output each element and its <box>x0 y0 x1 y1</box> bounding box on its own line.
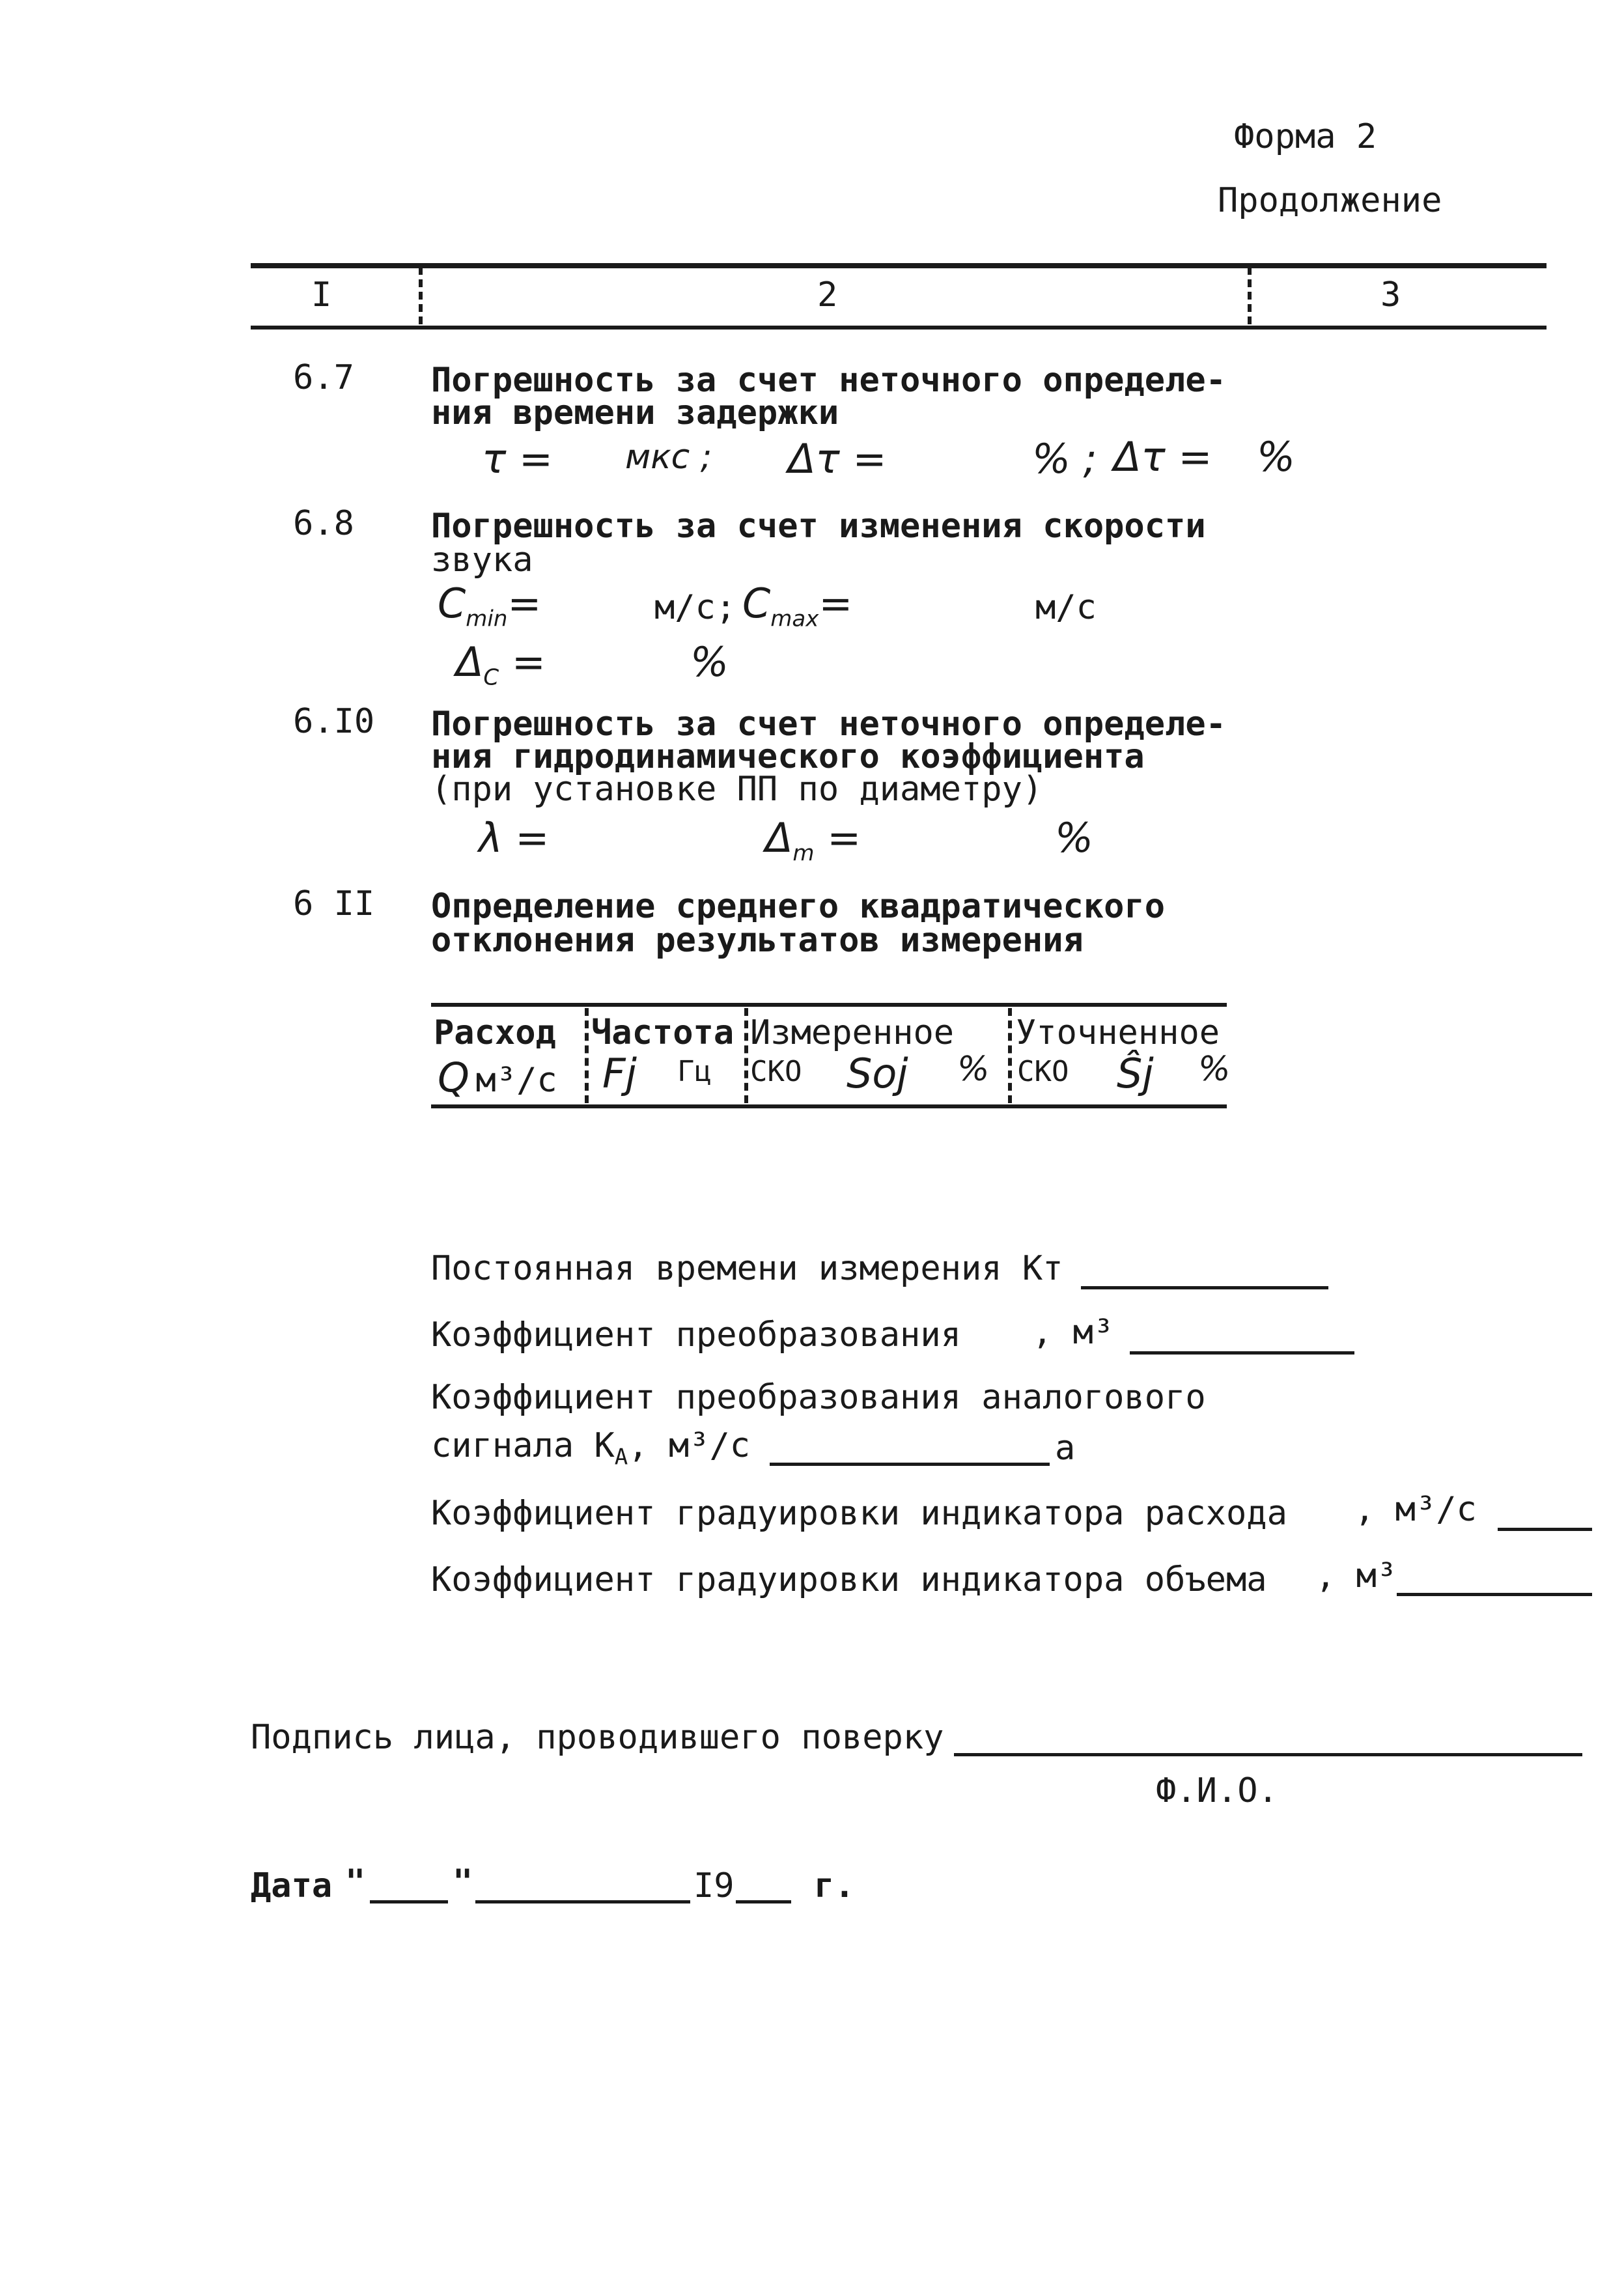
formula-delta-m: $\Delta_m$ = <box>765 814 861 867</box>
formula-tau: τ = <box>482 435 553 483</box>
subtable-bottom-rule <box>431 1104 1227 1108</box>
item-number: 6.I0 <box>293 702 375 741</box>
table-header-rule <box>251 326 1547 330</box>
formula-delta-c: $\Delta_C$ = <box>456 638 546 691</box>
column-divider-2 <box>1248 267 1252 324</box>
item-number: 6 II <box>293 884 375 923</box>
item-text: отклонения результатов измерения <box>431 921 1084 960</box>
item-text: звука <box>431 541 533 580</box>
formula-cmin: $C_{min}=$ <box>438 580 542 632</box>
subtable-divider <box>585 1008 589 1103</box>
field-label-conversion: Коэффициент преобразования <box>431 1315 961 1355</box>
continuation-label: Продолжение <box>1218 181 1442 220</box>
signature-caption: Ф.И.О. <box>1156 1771 1278 1810</box>
subtable-unit: Гц <box>677 1055 712 1088</box>
date-quote-open: " <box>345 1862 366 1902</box>
field-label-volume-indicator: Коэффициент градуировки индикатора объема <box>431 1560 1267 1599</box>
field-blank-analog[interactable] <box>770 1463 1050 1466</box>
item-text: Погрешность за счет изменения скорости <box>431 507 1206 546</box>
item-text: ния времени задержки <box>431 393 839 432</box>
subtable-header: Расход <box>434 1013 556 1052</box>
subtable-top-rule <box>431 1003 1227 1007</box>
form-label: Форма 2 <box>1234 117 1377 156</box>
date-month-blank[interactable] <box>475 1900 690 1903</box>
formula-pct: % <box>690 638 729 686</box>
field-unit: , м³ <box>1032 1313 1114 1352</box>
table-top-rule <box>251 263 1547 268</box>
formula-pct: % <box>1257 433 1295 481</box>
field-blank-flow-indicator[interactable] <box>1498 1528 1592 1531</box>
field-blank-volume-indicator[interactable] <box>1397 1593 1592 1596</box>
date-day-blank[interactable] <box>370 1900 448 1903</box>
field-unit: , м³ <box>1315 1556 1397 1595</box>
column-header-2: 2 <box>817 275 838 315</box>
subtable-symbol: Q м³/с <box>438 1054 557 1101</box>
formula-unit: мкс ; <box>625 438 712 477</box>
formula-unit: м/с <box>1035 588 1097 627</box>
item-text: Погрешность за счет неточного определе- <box>431 705 1226 744</box>
date-quote-close: " <box>453 1862 473 1902</box>
subtable-header: Уточненное <box>1016 1013 1220 1052</box>
formula-unit: м/с; <box>654 588 736 627</box>
date-label: Дата <box>251 1866 333 1905</box>
formula-pct: % <box>1055 814 1093 862</box>
item-number: 6.7 <box>293 358 354 397</box>
item-text: ния гидродинамического коэффициента <box>431 737 1145 776</box>
field-suffix: а <box>1055 1429 1076 1468</box>
formula-pct: % ; <box>1032 435 1097 483</box>
field-label-flow-indicator: Коэффициент градуировки индикатора расхода <box>431 1494 1287 1533</box>
column-header-3: 3 <box>1380 275 1401 315</box>
subtable-divider <box>744 1008 748 1103</box>
formula-lambda: λ = <box>479 814 550 862</box>
item-number: 6.8 <box>293 504 354 543</box>
date-year-suffix: г. <box>814 1866 855 1905</box>
formula-delta-t: Δτ = <box>1113 433 1212 481</box>
field-label-analog-2: сигнала $К_А$, м³/с <box>431 1426 751 1470</box>
subtable-prefix: СКО <box>1017 1055 1069 1088</box>
signature-line[interactable] <box>954 1753 1582 1756</box>
formula-cmax: $C_{max}=$ <box>742 580 853 632</box>
field-label-time-constant: Постоянная времени измерения Кт <box>431 1249 1063 1288</box>
item-text: Погрешность за счет неточного определе- <box>431 361 1226 400</box>
field-label-analog: Коэффициент преобразования аналогового <box>431 1378 1206 1417</box>
subtable-header: Частота <box>591 1013 735 1052</box>
subtable-divider <box>1008 1008 1012 1103</box>
column-header-1: I <box>311 275 332 315</box>
subtable-symbol: Soj <box>847 1050 908 1097</box>
column-divider-1 <box>419 267 423 324</box>
subtable-unit: % <box>957 1050 990 1089</box>
signature-label: Подпись лица, проводившего поверку <box>251 1718 944 1757</box>
subtable-symbol: Fj <box>602 1050 637 1097</box>
item-text: (при установке ПП по диаметру) <box>431 770 1043 809</box>
subtable-header: Измеренное <box>750 1013 955 1052</box>
item-text: Определение среднего квадратического <box>431 887 1166 926</box>
field-blank-time-constant[interactable] <box>1081 1286 1328 1289</box>
field-unit: , м³/с <box>1354 1490 1477 1529</box>
subtable-symbol: Ŝj <box>1117 1050 1154 1097</box>
subtable-prefix: СКО <box>750 1055 802 1088</box>
date-year-blank[interactable] <box>736 1900 791 1903</box>
field-blank-conversion[interactable] <box>1130 1351 1354 1355</box>
date-year-prefix: I9 <box>693 1866 735 1905</box>
formula-delta-tau: Δτ = <box>788 435 887 483</box>
subtable-unit: % <box>1198 1050 1231 1089</box>
